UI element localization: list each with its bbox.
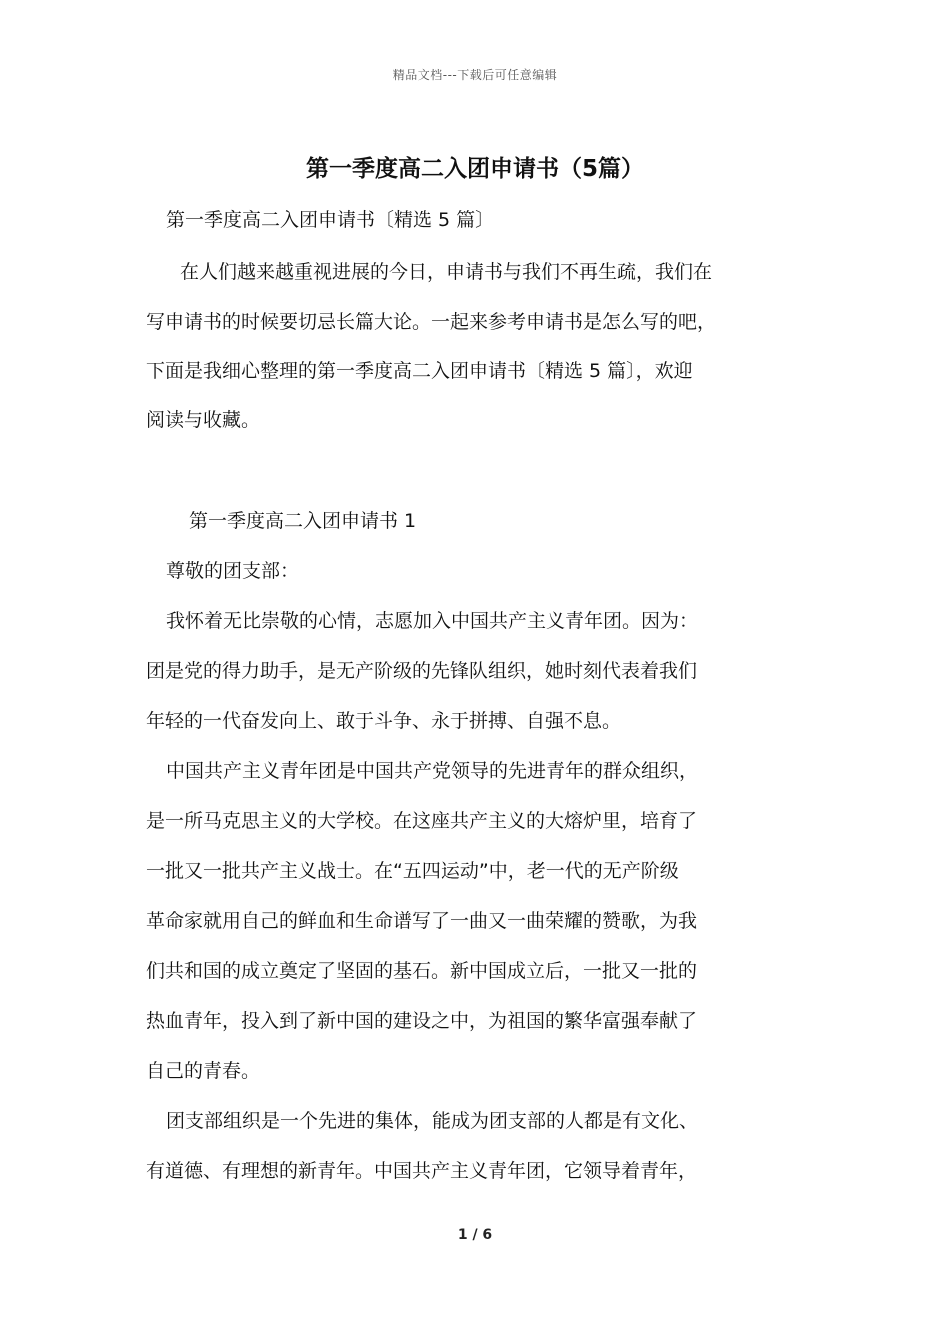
intro-line-1: 在人们越来越重视进展的今日，申请书与我们不再生疏，我们在 [180,261,713,283]
paragraph1-line-1: 我怀着无比崇敬的心情，志愿加入中国共产主义青年团。因为： [166,610,699,632]
paragraph3-line-2: 有道德、有理想的新青年。中国共产主义青年团，它领导着青年， [146,1160,698,1182]
paragraph2-line-6: 热血青年，投入到了新中国的建设之中，为祖国的繁华富强奉献了 [146,1010,698,1032]
paragraph3-line-1: 团支部组织是一个先进的集体，能成为团支部的人都是有文化、 [166,1110,699,1132]
paragraph2-line-3: 一批又一批共产主义战士。在“五四运动”中，老一代的无产阶级 [146,860,679,882]
page-number: 1 / 6 [457,1227,493,1243]
document-title: 第一季度高二入团申请书（5篇） [305,156,644,182]
document-subtitle: 第一季度高二入团申请书〔精选 5 篇〕 [166,209,495,231]
page-header: 精品文档---下载后可任意编辑 [392,68,558,82]
paragraph2-line-5: 们共和国的成立奠定了坚固的基石。新中国成立后，一批又一批的 [146,960,698,982]
intro-line-4: 阅读与收藏。 [146,409,261,431]
paragraph2-line-1: 中国共产主义青年团是中国共产党领导的先进青年的群众组织， [166,760,699,782]
intro-line-2: 写申请书的时候要切忌长篇大论。一起来参考申请书是怎么写的吧， [146,311,717,333]
paragraph2-line-7: 自己的青春。 [146,1060,261,1082]
intro-line-3: 下面是我细心整理的第一季度高二入团申请书〔精选 5 篇〕，欢迎 [146,360,693,382]
salutation: 尊敬的团支部： [166,560,300,582]
paragraph1-line-2: 团是党的得力助手，是无产阶级的先锋队组织，她时刻代表着我们 [146,660,698,682]
paragraph2-line-4: 革命家就用自己的鲜血和生命谱写了一曲又一曲荣耀的赞歌，为我 [146,910,698,932]
paragraph1-line-3: 年轻的一代奋发向上、敢于斗争、永于拼搏、自强不息。 [146,710,622,732]
section-heading: 第一季度高二入团申请书 1 [189,510,417,532]
paragraph2-line-2: 是一所马克思主义的大学校。在这座共产主义的大熔炉里，培育了 [146,810,698,832]
